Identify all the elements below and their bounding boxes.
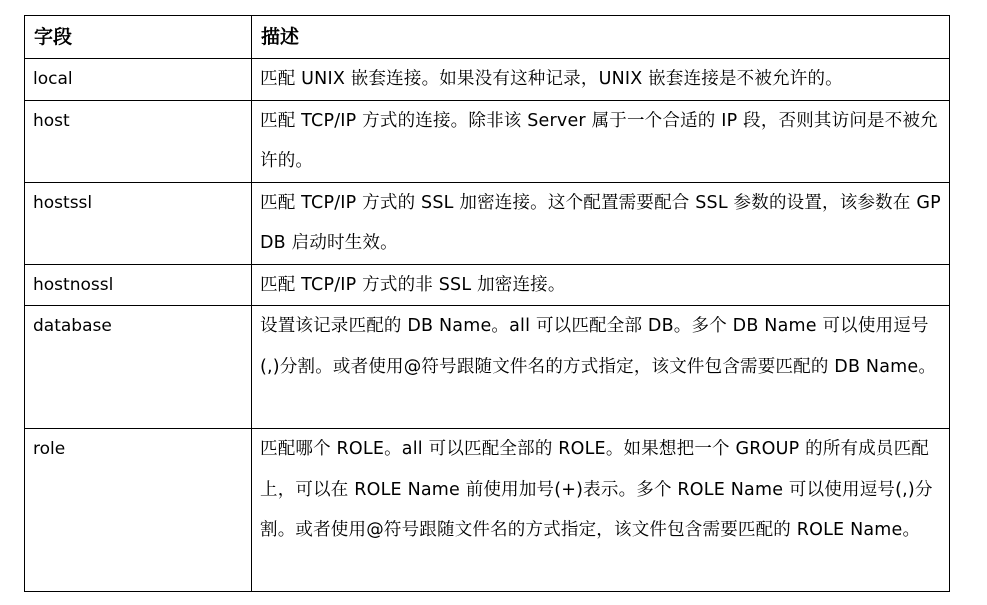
field-name-cell: database (25, 306, 252, 429)
table-row (25, 264, 950, 306)
header-field: 字段 (25, 16, 252, 59)
table-header-row (25, 16, 950, 59)
description-cell: 设置该记录匹配的 DB Name。all 可以匹配全部 DB。多个 DB Name 可以使用逗号(,)分割。或者使用@符号跟随文件名的方式指定，该文件包含需要匹配的 DB Name。 (252, 306, 950, 429)
description-cell: 匹配 TCP/IP 方式的 SSL 加密连接。这个配置需要配合 SSL 参数的设置，该参数在 GPDB 启动时生效。 (252, 182, 950, 264)
header-description: 描述 (252, 16, 950, 59)
table-row (25, 100, 950, 182)
table-row (25, 306, 950, 429)
description-cell: 匹配 TCP/IP 方式的非 SSL 加密连接。 (252, 264, 950, 306)
field-description-table (24, 15, 950, 592)
field-name-cell: hostssl (25, 182, 252, 264)
description-cell: 匹配 TCP/IP 方式的连接。除非该 Server 属于一个合适的 IP 段，否则其访问是不被允许的。 (252, 100, 950, 182)
field-name-cell: local (25, 59, 252, 101)
field-name-cell: role (25, 429, 252, 592)
field-name-cell: host (25, 100, 252, 182)
description-cell: 匹配 UNIX 嵌套连接。如果没有这种记录，UNIX 嵌套连接是不被允许的。 (252, 59, 950, 101)
table-row (25, 429, 950, 592)
table-row (25, 182, 950, 264)
table-row (25, 59, 950, 101)
description-cell: 匹配哪个 ROLE。all 可以匹配全部的 ROLE。如果想把一个 GROUP 的所有成员匹配上，可以在 ROLE Name 前使用加号(+)表示。多个 ROLE Name 可以使用逗号(,)分割。或者使用@符号跟随文件名的方式指定，该文件包含需要匹配的 ROLE Name。 (252, 429, 950, 592)
field-name-cell: hostnossl (25, 264, 252, 306)
